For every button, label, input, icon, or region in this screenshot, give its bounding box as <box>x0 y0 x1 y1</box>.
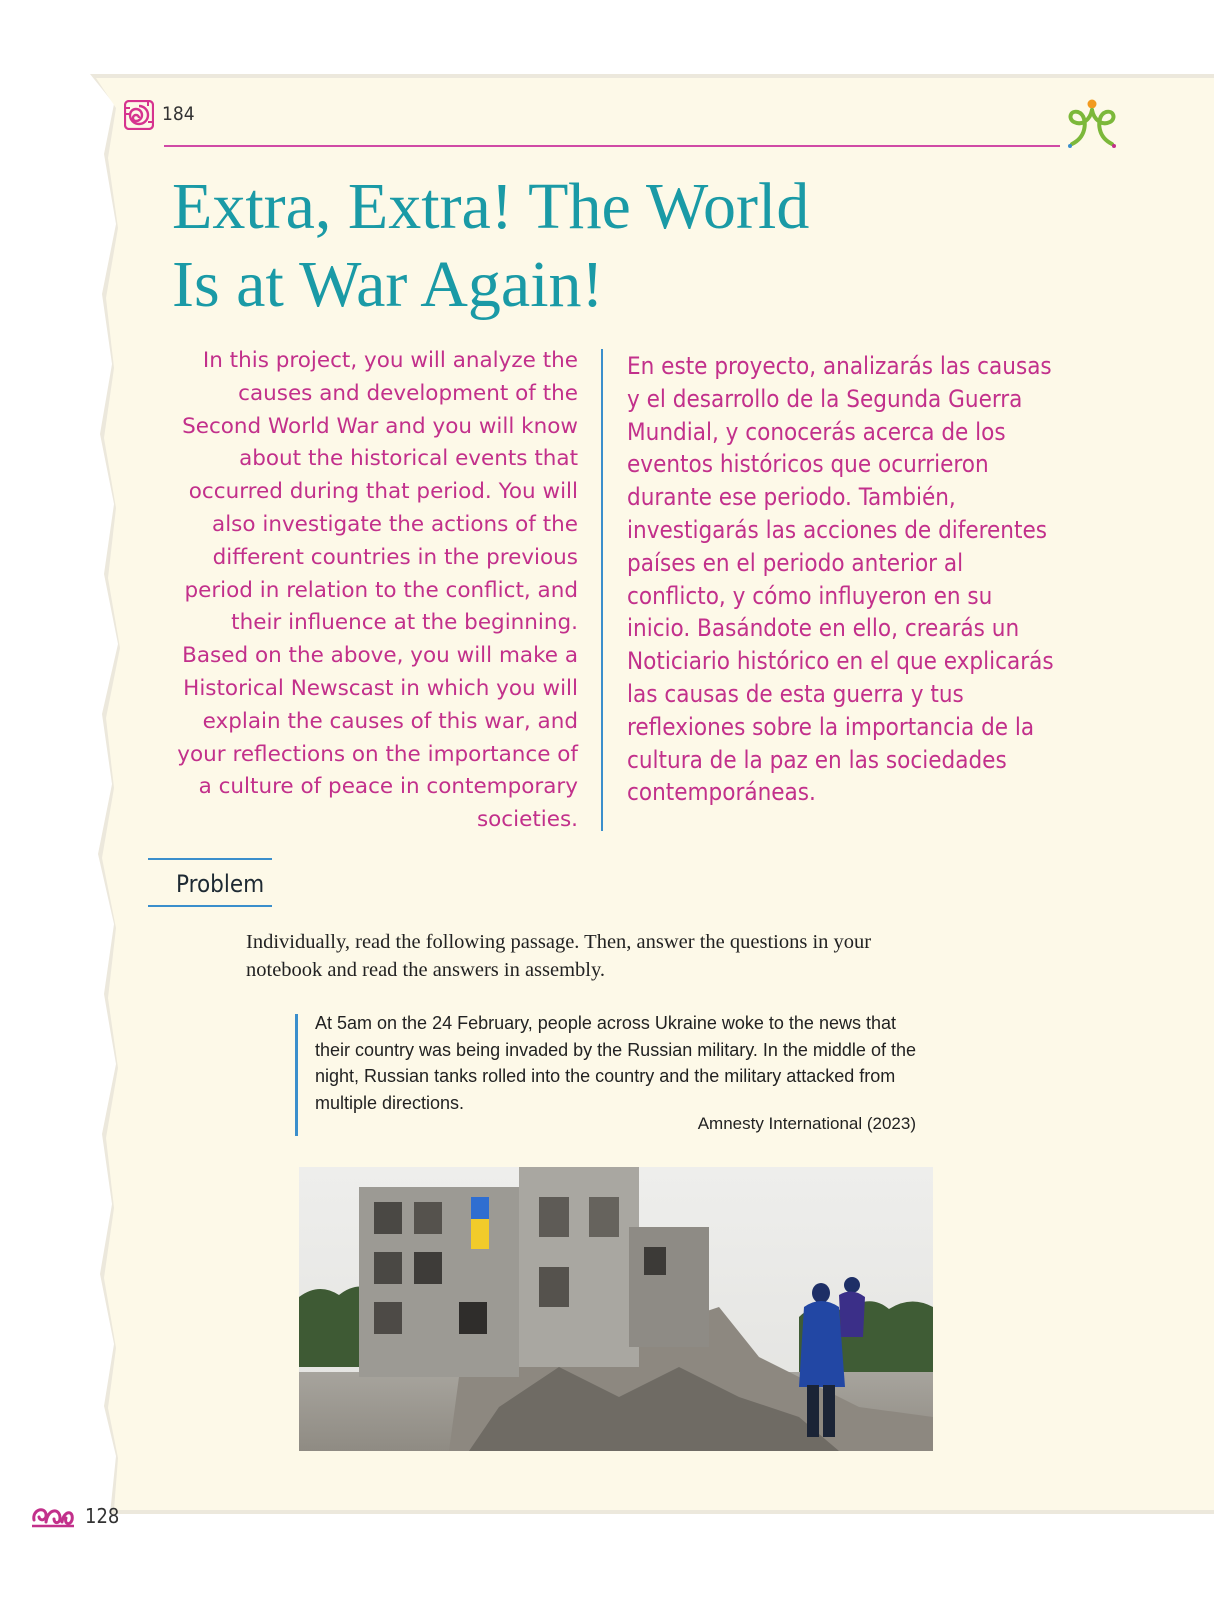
quote-bar <box>295 1014 298 1136</box>
section-page-number: 184 <box>162 103 195 125</box>
page-title <box>172 168 872 324</box>
destroyed-building-photo <box>299 1167 933 1451</box>
problem-heading: Problem <box>176 870 265 898</box>
title-line-2: Is at War Again! <box>172 248 604 321</box>
dancing-figure-logo-icon <box>1064 98 1120 152</box>
column-divider <box>601 349 603 831</box>
intro-spanish: En este proyecto, analizarás las causas y el desarrollo de la Segunda Guerra Mundial, y conocerás acerca de los eventos históricos que ocurrieron durante ese periodo. También, investigarás las acciones de diferentes países en el periodo anterior al conflicto, y cómo influyeron en su inicio. Basándote en ello, crearás un Noticiario histórico en el que explicarás las causas de esta guerra y tus reflexiones sobre la importancia de la cultura de la paz en las sociedades contemporáneas. <box>627 352 1054 807</box>
quote-passage: At 5am on the 24 February, people across Ukraine woke to the news that their country was being invaded by the Russian military. In the middle of the night, Russian tanks rolled into the country and the military attacked from multiple directions. <box>315 1013 916 1113</box>
spiral-glyph-icon <box>124 100 154 130</box>
footer-page-number: 128 <box>85 1504 120 1528</box>
problem-rule-top <box>148 858 272 860</box>
swirl-ornament-icon <box>30 1502 76 1530</box>
title-line-1: Extra, Extra! The World <box>172 170 810 243</box>
quote-source: Amnesty International (2023) <box>697 1114 916 1133</box>
intro-english: In this project, you will analyze the causes and development of the Second World War and you will know about the historical events that occurred during that period. You will also investigate the actions of the different countries in the previous period in relation to the conflict, and their influence at the beginning. Based on the above, you will make a Historical Newscast in which you will explain the causes of this war, and your reflections on the importance of a culture of peace in contemporary societies. <box>177 348 578 833</box>
problem-instructions: Individually, read the following passage. Then, answer the questions in your notebook and read the answers in assembly. <box>246 931 872 981</box>
problem-rule-bottom <box>148 905 272 907</box>
header-rule <box>164 145 1060 147</box>
